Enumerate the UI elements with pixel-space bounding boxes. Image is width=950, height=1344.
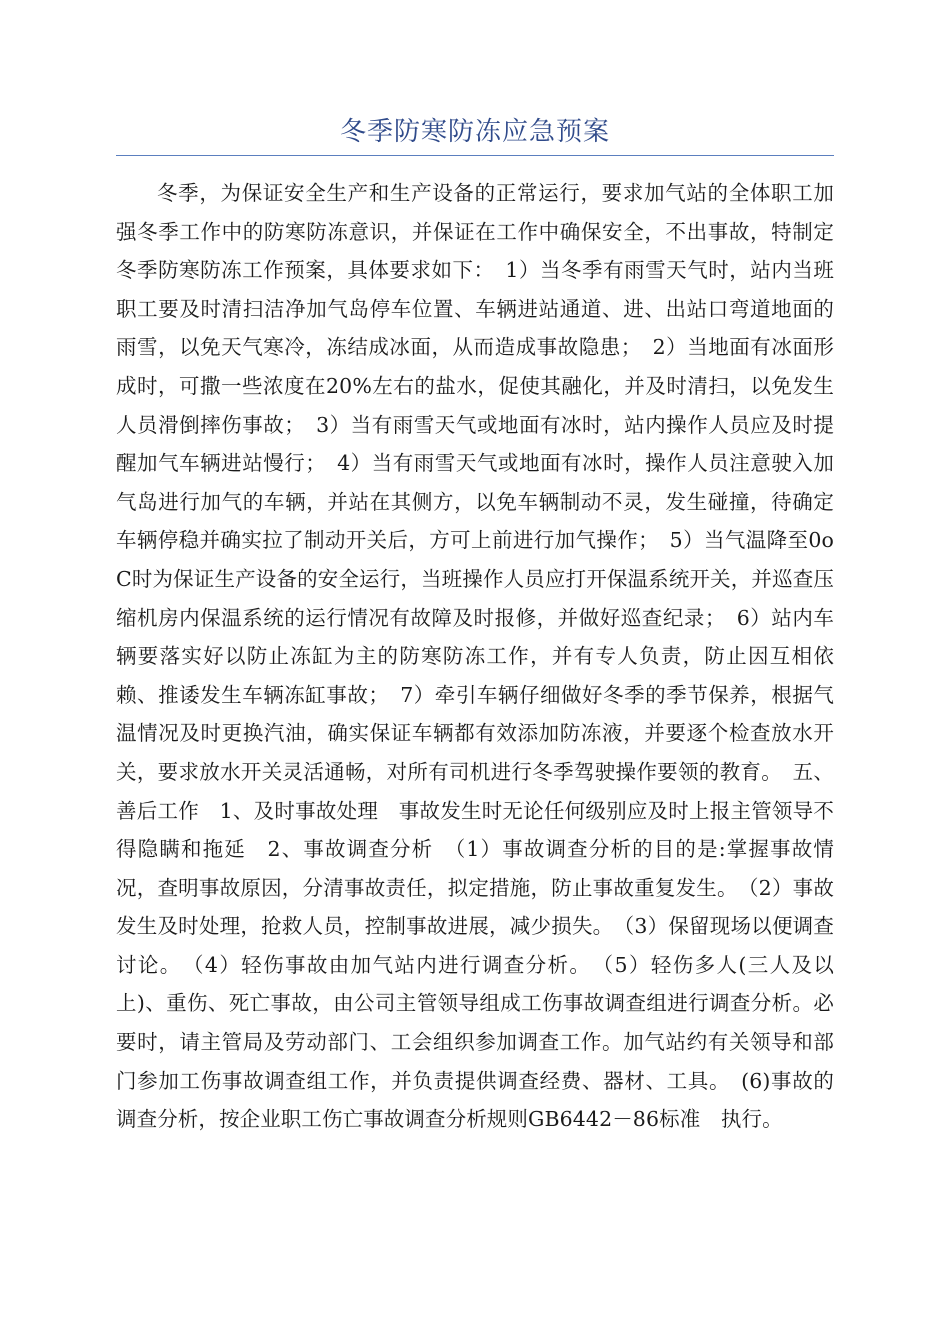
document-body: 冬季，为保证安全生产和生产设备的正常运行，要求加气站的全体职工加强冬季工作中的防寒防冻意识，并保证在工作中确保安全，不出事故，特制定冬季防寒防冻工作预案，具体要求如下： 1）当冬季有雨雪天气时，站内当班职工要及时清扫洁净加气岛停车位置、车辆进站通道、进、出站口弯道地面的雨雪，以免天气寒冷，冻结成冰面，从而造成事故隐患； 2）当地面有冰面形成时，可撒一些浓度在20%左右的盐水，促使其融化，并及时清扫，以免发生人员滑倒摔伤事故； 3）当有雨雪天气或地面有冰时，站内操作人员应及时提醒加气车辆进站慢行； 4）当有雨雪天气或地面有冰时，操作人员注意驶入加气岛进行加气的车辆，并站在其侧方，以免车辆制动不灵，发生碰撞，待确定车辆停稳并确实拉了制动开关后，方可上前进行加气操作； 5）当气温降至0oC时为保证生产设备的安全运行，当班操作人员应打开保温系统开关，并巡查压缩机房内保温系统的运行情况有故障及时报修，并做好巡查纪录； 6）站内车辆要落实好以防止冻缸为主的防寒防冻工作，并有专人负责，防止因互相依赖、推诿发生车辆冻缸事故； 7）牵引车辆仔细做好冬季的季节保养，根据气温情况及时更换汽油，确实保证车辆都有效添加防冻液，并要逐个检查放水开关，要求放水开关灵活通畅，对所有司机进行冬季驾驶操作要领的教育。 五、善后工作 1、及时事故处理 事故发生时无论任何级别应及时上报主管领导不得隐瞒和拖延 2、事故调查分析 （1）事故调查分析的目的是:掌握事故情况，查明事故原因，分清事故责任，拟定措施，防止事故重复发生。 （2）事故发生及时处理，抢救人员，控制事故进展，减少损失。 （3）保留现场以便调查讨论。 （4）轻伤事故由加气站内进行调查分析。 （5）轻伤多人(三人及以上)、重伤、死亡事故，由公司主管领导组成工伤事故调查组进行调查分析。必要时，请主管局及劳动部门、工会组织参加调查工作。加气站约有关领导和部门参加工伤事故调查组工作，并负责提供调查经费、器材、工具。 (6)事故的调查分析，按企业职工伤亡事故调查分析规则GB6442－86标准 执行。 [116,181,834,1132]
title-underline [116,155,834,156]
document-title: 冬季防寒防冻应急预案 [339,117,610,147]
